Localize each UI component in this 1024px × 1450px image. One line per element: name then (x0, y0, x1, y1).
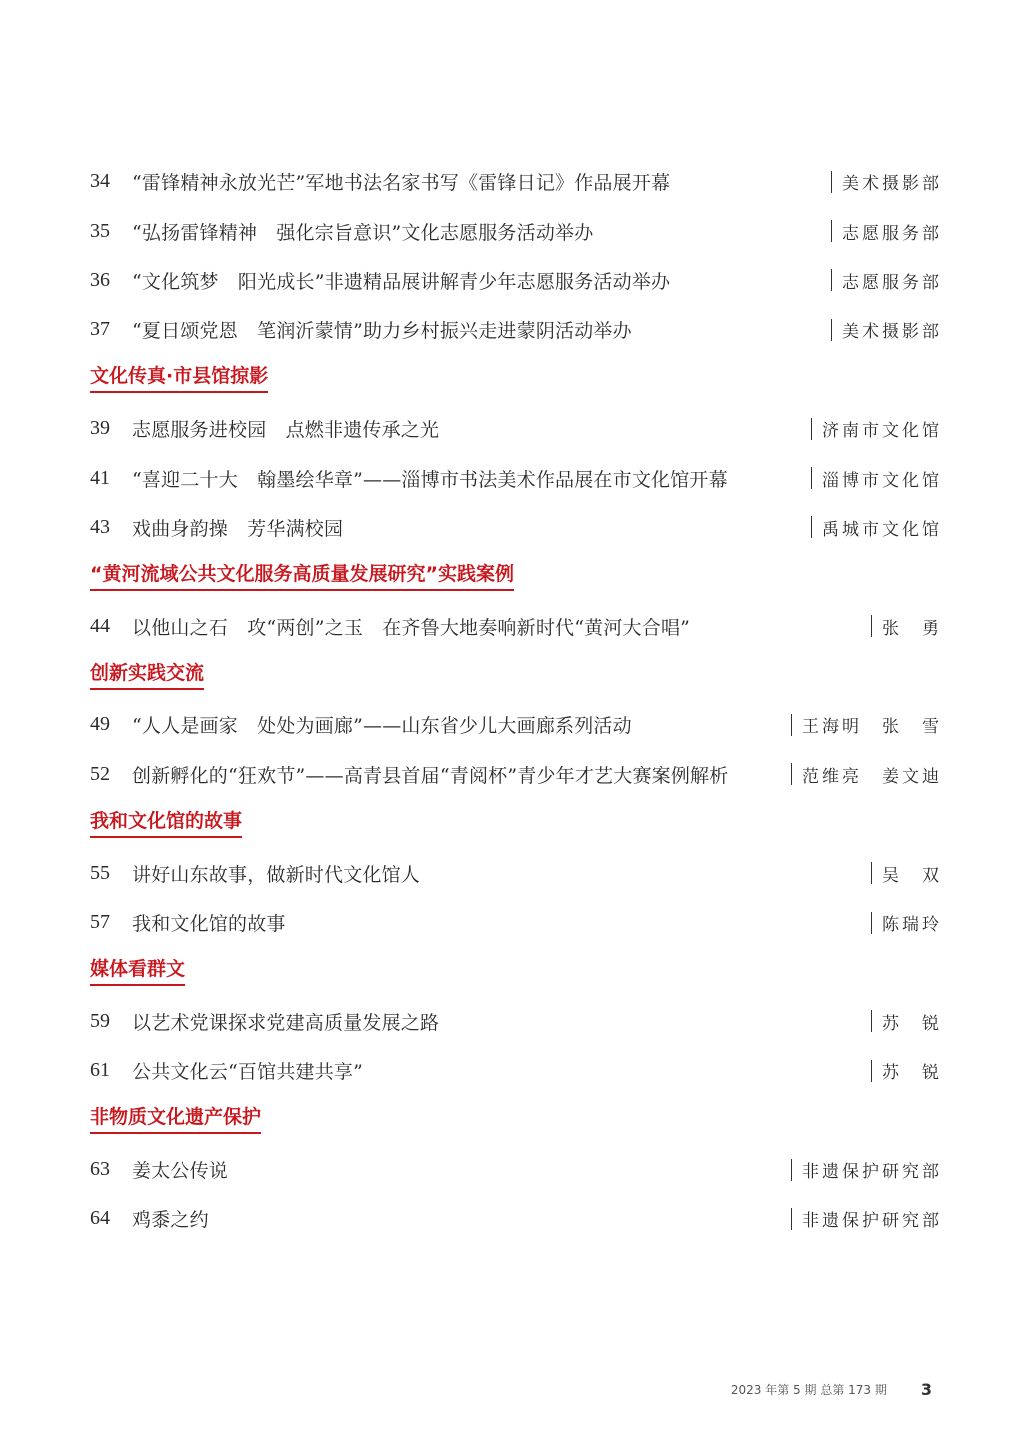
toc-page-number: 34 (90, 170, 110, 193)
toc-author (871, 910, 943, 935)
toc-author-name: 苏 锐 (882, 1013, 942, 1034)
toc-entry[interactable] (90, 404, 942, 453)
toc-article-title: “雷锋精神永放光芒”军地书法名家书写《雷锋日记》作品展开幕 (132, 172, 671, 195)
section-heading (90, 552, 942, 601)
author-divider (811, 516, 813, 538)
section-heading-label: 文化传真·市县馆掠影 (90, 365, 268, 393)
toc-page-number: 36 (90, 268, 110, 291)
issue-info: 2023 年第 5 期 总第 173 期 (730, 1383, 887, 1397)
toc-author (791, 712, 943, 737)
toc-author-name: 张 勇 (882, 618, 942, 639)
toc-page-number: 41 (90, 466, 110, 489)
toc-entry[interactable] (90, 602, 942, 651)
section-heading (90, 1095, 942, 1144)
page-number: 3 (920, 1380, 932, 1399)
toc-entry[interactable] (90, 997, 942, 1046)
toc-article-title: “夏日颂党恩 笔润沂蒙情”助力乡村振兴走进蒙阴活动举办 (132, 320, 632, 343)
author-divider (791, 1159, 793, 1181)
author-divider (831, 171, 833, 193)
table-of-contents (90, 157, 942, 1244)
toc-author-name: 美术摄影部 (842, 174, 942, 195)
toc-author (831, 268, 943, 293)
toc-author-name: 陈瑞玲 (882, 915, 942, 936)
toc-author (791, 762, 943, 787)
toc-page-number: 43 (90, 515, 110, 538)
author-divider (831, 319, 833, 341)
toc-entry[interactable] (90, 1145, 942, 1194)
toc-article-title: “弘扬雷锋精神 强化宗旨意识”文化志愿服务活动举办 (132, 221, 594, 244)
toc-page-number: 64 (90, 1207, 110, 1230)
toc-author-name: 禹城市文化馆 (822, 519, 942, 540)
toc-entry[interactable] (90, 206, 942, 255)
author-divider (811, 467, 813, 489)
section-heading (90, 355, 942, 404)
author-divider (791, 714, 793, 736)
toc-entry[interactable] (90, 700, 942, 749)
toc-author-name: 苏 锐 (882, 1063, 942, 1084)
section-heading (90, 651, 942, 700)
toc-author-name: 志愿服务部 (842, 272, 942, 293)
section-heading-label: 媒体看群文 (90, 958, 185, 986)
toc-entry[interactable] (90, 750, 942, 799)
toc-article-title: 公共文化云“百馆共建共享” (132, 1061, 364, 1084)
page-footer (731, 1380, 932, 1399)
toc-author-name: 志愿服务部 (842, 223, 942, 244)
toc-article-title: “喜迎二十大 翰墨绘华章”——淄博市书法美术作品展在市文化馆开幕 (132, 468, 728, 491)
toc-author-name: 王海明 张 雪 (802, 717, 942, 738)
section-heading (90, 799, 942, 848)
toc-author-name: 济南市文化馆 (822, 421, 942, 442)
author-divider (811, 418, 813, 440)
toc-author (811, 466, 943, 491)
toc-entry[interactable] (90, 256, 942, 305)
toc-page-number: 44 (90, 614, 110, 637)
toc-author (791, 1157, 943, 1182)
toc-page-number: 39 (90, 417, 110, 440)
toc-page-number: 52 (90, 762, 110, 785)
toc-article-title: 以他山之石 攻“两创”之玉 在齐鲁大地奏响新时代“黄河大合唱” (132, 616, 691, 639)
toc-author (871, 1009, 943, 1034)
author-divider (871, 1010, 873, 1032)
author-divider (871, 1060, 873, 1082)
toc-entry[interactable] (90, 1194, 942, 1243)
toc-entry[interactable] (90, 453, 942, 502)
toc-entry[interactable] (90, 503, 942, 552)
toc-author (831, 219, 943, 244)
section-heading-label: 非物质文化遗产保护 (90, 1106, 261, 1134)
section-heading-label: 我和文化馆的故事 (90, 810, 242, 838)
toc-article-title: 姜太公传说 (132, 1160, 229, 1182)
toc-author (871, 1058, 943, 1083)
toc-article-title: “人人是画家 处处为画廊”——山东省少儿大画廊系列活动 (132, 715, 632, 738)
toc-article-title: 讲好山东故事，做新时代文化馆人 (132, 863, 421, 886)
toc-author (871, 614, 943, 639)
toc-author (831, 169, 943, 194)
toc-author (811, 416, 943, 441)
toc-author-name: 非遗保护研究部 (802, 1211, 942, 1232)
toc-entry[interactable] (90, 848, 942, 897)
toc-article-title: 鸡黍之约 (132, 1209, 209, 1232)
toc-page-number: 61 (90, 1059, 110, 1082)
section-heading-label: 创新实践交流 (90, 662, 204, 690)
toc-article-title: 戏曲身韵操 芳华满校园 (132, 517, 344, 540)
toc-article-title: 志愿服务进校园 点燃非遗传承之光 (132, 419, 440, 442)
toc-article-title: “文化筑梦 阳光成长”非遗精品展讲解青少年志愿服务活动举办 (132, 270, 671, 293)
toc-author (791, 1206, 943, 1231)
author-divider (871, 912, 873, 934)
section-heading-label: “黄河流域公共文化服务高质量发展研究”实践案例 (90, 563, 514, 591)
toc-entry[interactable] (90, 305, 942, 354)
toc-author-name: 淄博市文化馆 (822, 470, 942, 491)
toc-author (871, 861, 943, 886)
toc-author-name: 美术摄影部 (842, 322, 942, 343)
toc-page-number: 59 (90, 1009, 110, 1032)
toc-article-title: 我和文化馆的故事 (132, 913, 286, 936)
author-divider (791, 1208, 793, 1230)
author-divider (871, 862, 873, 884)
toc-author-name: 范维亮 姜文迪 (802, 766, 942, 787)
toc-article-title: 以艺术党课探求党建高质量发展之路 (132, 1011, 440, 1034)
toc-author-name: 吴 双 (882, 865, 942, 886)
toc-author (831, 317, 943, 342)
author-divider (831, 220, 833, 242)
toc-entry[interactable] (90, 157, 942, 206)
toc-page-number: 35 (90, 219, 110, 242)
author-divider (791, 763, 793, 785)
toc-page-number: 55 (90, 861, 110, 884)
toc-author (811, 515, 943, 540)
toc-page-number: 57 (90, 911, 110, 934)
toc-page-number: 37 (90, 318, 110, 341)
toc-page-number: 63 (90, 1158, 110, 1180)
toc-entry[interactable] (90, 898, 942, 947)
section-heading (90, 947, 942, 996)
toc-entry[interactable] (90, 1046, 942, 1095)
author-divider (871, 615, 873, 637)
toc-page-number: 49 (90, 713, 110, 736)
toc-author-name: 非遗保护研究部 (802, 1162, 942, 1182)
author-divider (831, 269, 833, 291)
toc-article-title: 创新孵化的“狂欢节”——高青县首届“青阅杯”青少年才艺大赛案例解析 (132, 764, 729, 787)
